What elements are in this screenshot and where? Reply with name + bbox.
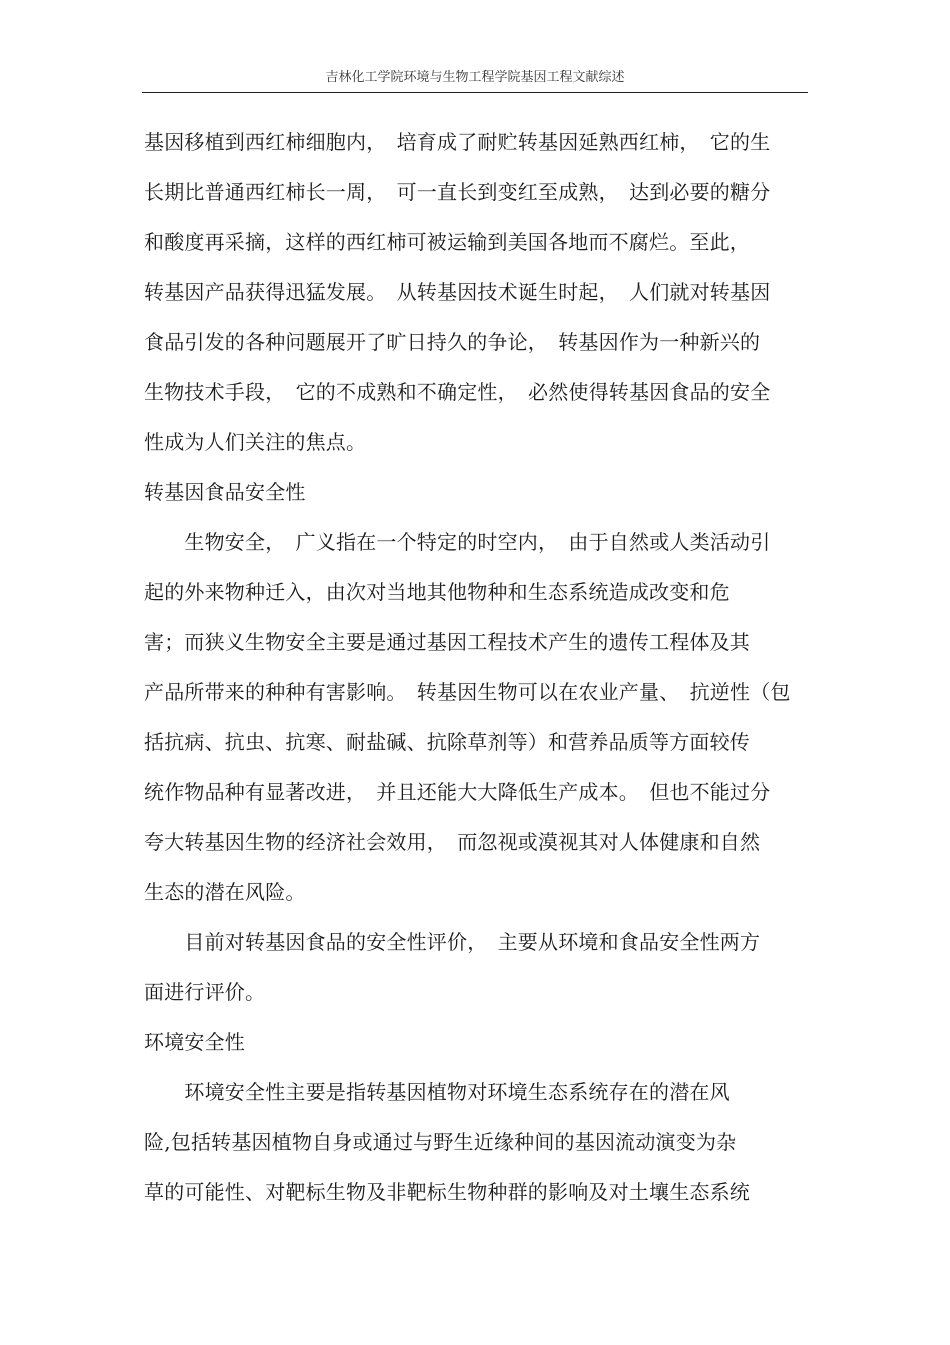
text-line: 生态的潜在风险。 bbox=[144, 880, 306, 904]
text-line: 面进行评价。 bbox=[144, 980, 266, 1004]
text-line: 括抗病、抗虫、抗寒、耐盐碱、抗除草剂等）和营养品质等方面较传 bbox=[144, 730, 750, 754]
header-title: 吉林化工学院环境与生物工程学院基因工程文献综述 bbox=[325, 70, 625, 85]
text-line: 环境安全性主要是指转基因植物对环境生态系统存在的潜在风 bbox=[144, 1080, 730, 1104]
text-line: 转基因产品获得迅猛发展。 从转基因技术诞生时起， 人们就对转基因 bbox=[144, 280, 771, 304]
text-line: 险,包括转基因植物自身或通过与野生近缘种间的基因流动演变为杂 bbox=[144, 1130, 737, 1154]
text-line: 长期比普通西红柿长一周， 可一直长到变红至成熟， 达到必要的糖分 bbox=[144, 180, 771, 204]
text-line: 和酸度再采摘，这样的西红柿可被运输到美国各地而不腐烂。至此， bbox=[144, 230, 750, 254]
section-heading: 转基因食品安全性 bbox=[144, 480, 306, 504]
text-line: 害；而狭义生物安全主要是通过基因工程技术产生的遗传工程体及其 bbox=[144, 630, 750, 654]
text-line: 草的可能性、对靶标生物及非靶标生物种群的影响及对土壤生态系统 bbox=[144, 1180, 750, 1204]
text-line: 生物安全， 广义指在一个特定的时空内， 由于自然或人类活动引 bbox=[144, 530, 771, 554]
text-line: 性成为人们关注的焦点。 bbox=[144, 430, 367, 454]
text-line: 起的外来物种迁入，由次对当地其他物种和生态系统造成改变和危 bbox=[144, 580, 730, 604]
text-line: 产品所带来的种种有害影响。 转基因生物可以在农业产量、 抗逆性（包 bbox=[144, 680, 791, 704]
section-heading: 环境安全性 bbox=[144, 1030, 245, 1054]
running-header bbox=[142, 58, 808, 93]
text-line: 生物技术手段， 它的不成熟和不确定性， 必然使得转基因食品的安全 bbox=[144, 380, 771, 404]
text-line: 统作物品种有显著改进， 并且还能大大降低生产成本。 但也不能过分 bbox=[144, 780, 771, 804]
text-line: 目前对转基因食品的安全性评价， 主要从环境和食品安全性两方 bbox=[144, 930, 761, 954]
text-line: 食品引发的各种问题展开了旷日持久的争论， 转基因作为一种新兴的 bbox=[144, 330, 761, 354]
text-line: 基因移植到西红柿细胞内， 培育成了耐贮转基因延熟西红柿， 它的生 bbox=[144, 130, 771, 154]
text-line: 夸大转基因生物的经济社会效用， 而忽视或漠视其对人体健康和自然 bbox=[144, 830, 761, 854]
